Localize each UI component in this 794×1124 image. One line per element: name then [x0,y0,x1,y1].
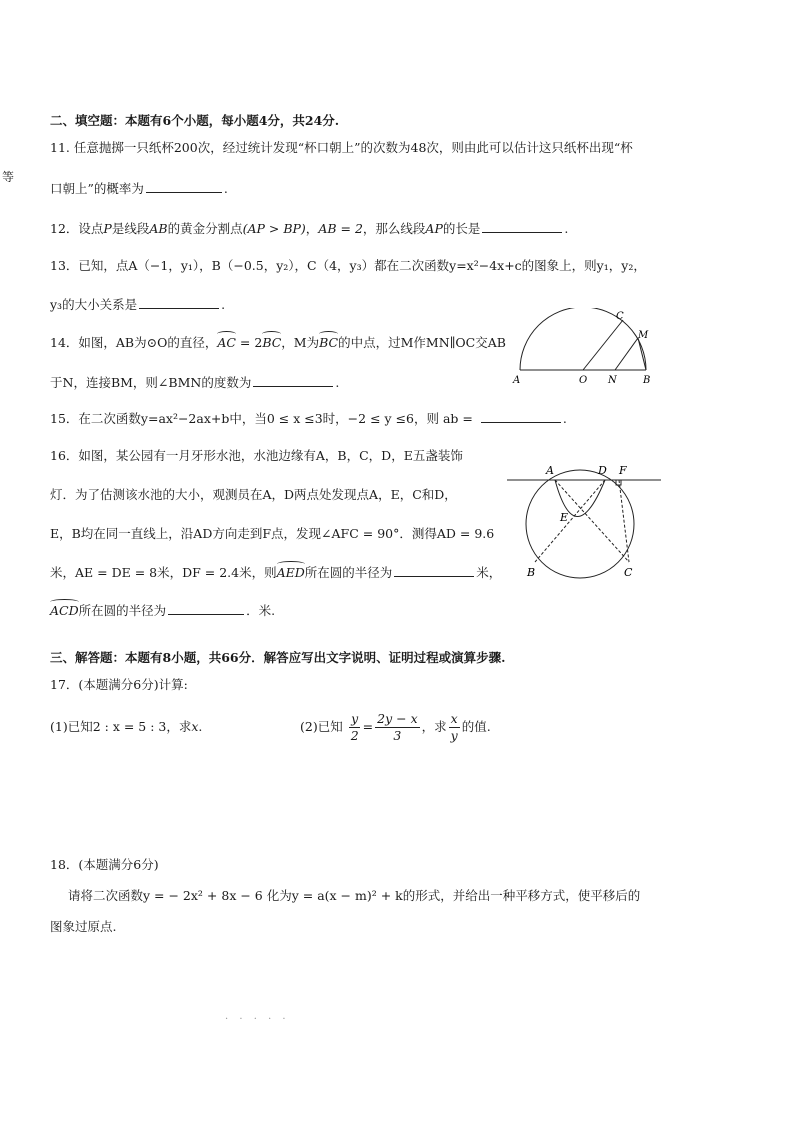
label-e: E [560,511,569,524]
question-13-end: . [221,297,226,312]
question-14-arc-bc: BC [262,335,282,350]
question-15-answer-blank[interactable] [481,410,561,423]
question-17-part-2 [300,708,491,746]
question-16-line-3: E，B均在同一直线上，沿AD方向走到F点，发现∠AFC = 90°．测得AD = 9.6 [50,526,495,541]
question-12-text-a: 12．设点 [50,221,104,236]
question-17-part-2-text: (2)已知 [300,719,343,734]
question-12-answer-blank[interactable] [482,220,562,233]
label-b: B [527,566,536,579]
segment-oc [583,320,623,370]
fraction-denominator: 2 [350,728,359,743]
label-m: M [638,330,649,341]
label-d: D [598,464,607,477]
label-a: A [513,375,521,386]
question-13-answer-blank[interactable] [139,296,219,309]
label-n: N [608,375,617,386]
question-16-text-d: 所在圆的半径为 [78,603,167,618]
section-3-heading: 三、解答题：本题有8小题，共66分．解答应写出文字说明、证明过程或演算步骤. [50,650,506,665]
question-12-equation: AB = 2 [318,221,363,236]
question-14-text-d: 的中点，过M作MN∥OC交AB [338,335,506,350]
question-11-end: . [223,181,228,196]
equals-sign: = [362,719,374,734]
semicircle-arc [520,308,646,370]
question-14-line-1 [50,335,506,351]
question-13-text: y₃的大小关系是 [50,297,138,312]
question-14-text-b: = 2 [235,335,263,350]
question-14-line-2 [50,374,339,391]
fraction-numerator: y [351,711,359,726]
fraction-y-over-2 [349,711,361,744]
question-12-text-e: ，那么线段 [362,221,426,236]
question-11-text: 口朝上”的概率为 [50,181,144,196]
label-f: F [619,464,627,477]
question-17-part-2-mid: ，求 [421,719,447,734]
question-17-part-1-var: x [191,719,199,734]
question-17-part-1-end: . [198,719,203,734]
question-12-text-d: ， [305,221,319,236]
question-16-answer-blank-1[interactable] [394,564,474,577]
question-16-text-b: 所在圆的半径为 [304,565,393,580]
question-17-title: 17．(本题满分6分)计算: [50,677,188,692]
fraction-numerator: 2y − x [377,711,418,726]
label-b: B [643,375,651,386]
question-12-text-c: 的黄金分割点 [167,221,243,236]
question-16-text-a: 米，AE = DE = 8米，DF = 2.4米，则 [50,565,277,580]
question-16-line-5 [50,602,275,619]
segment-bm [638,338,646,370]
fraction-x-over-y [449,711,460,744]
label-c: C [616,311,624,322]
question-13-line-2 [50,296,225,313]
question-16-arc-aed: AED [276,565,305,580]
footer-dots: · · · · · [225,1014,290,1025]
label-a: A [546,464,554,477]
question-16-figure [505,458,665,582]
question-11-line-2 [50,180,228,197]
question-17-part-1-text: (1)已知2 : x = 5 : 3，求 [50,719,192,734]
segment-mn [615,338,638,370]
question-16-line-2: 灯．为了估测该水池的大小，观测员在A，D两点处发现点A，E，C和D， [50,487,457,502]
question-16-answer-blank-2[interactable] [168,602,244,615]
question-14-answer-blank[interactable] [253,374,333,387]
large-circle [526,470,634,578]
question-12-text-b: 是线段 [111,221,150,236]
fraction-denominator: 3 [393,728,402,743]
question-15 [50,410,567,427]
question-16-line-4 [50,564,501,581]
question-14-text-e: 于N，连接BM，则∠BMN的度数为 [50,375,252,390]
fraction-numerator: x [450,711,458,726]
question-12 [50,220,568,237]
question-14-end: . [335,375,340,390]
edge-character: 等 [2,170,15,184]
question-18-line-1: 请将二次函数y = − 2x² + 8x − 6 化为y = a(x − m)² + k的形式，并给出一种平移方式，使平移后的 [68,888,641,903]
section-2-heading: 二、填空题：本题有6个小题，每小题4分，共24分. [50,113,340,128]
question-13-line-1: 13．已知，点A（−1，y₁），B（−0.5，y₂），C（4，y₃）都在二次函数y=x²−4x+c的图象上，则y₁，y₂， [50,258,646,273]
question-18-line-2: 图象过原点. [50,919,117,934]
question-12-text-f: 的长是 [442,221,481,236]
question-12-segment-ab: AB [149,221,168,236]
question-11-line-1: 11. 任意抛掷一只纸杯200次，经过统计发现“杯口朝上”的次数为48次，则由此可以估计这只纸杯出现“杯 [50,140,633,155]
question-11-answer-blank[interactable] [146,180,222,193]
question-15-text: 15．在二次函数y=ax²−2ax+b中，当0 ≤ x ≤3时，−2 ≤ y ≤6，则 ab = [50,411,473,426]
question-14-arc-ac: AC [217,335,236,350]
question-12-condition: (AP > BP) [242,221,306,236]
question-12-segment-ap: AP [425,221,443,236]
question-16-line-1: 16．如图，某公园有一月牙形水池，水池边缘有A，B，C，D，E五盏装饰 [50,448,463,463]
question-14-arc-bc-2: BC [319,335,339,350]
question-15-end: . [562,411,567,426]
fraction-2y-minus-x-over-3 [375,711,420,744]
question-12-end: . [564,221,569,236]
question-17-part-2-end: 的值. [461,719,491,734]
label-c: C [624,566,633,579]
label-o: O [579,375,588,386]
question-16-end: ．米. [246,603,276,618]
question-18-title: 18．(本题满分6分) [50,857,159,872]
question-14-figure [510,308,660,388]
question-14-text-a: 14．如图，AB为⊙O的直径， [50,335,218,350]
question-16-text-c: 米， [476,565,502,580]
question-17-part-1 [50,719,202,735]
question-16-arc-acd: ACD [50,603,79,618]
question-12-point-p: P [103,221,112,236]
question-14-text-c: ，M为 [281,335,320,350]
fraction-denominator: y [450,728,458,743]
segment-db [535,480,605,562]
